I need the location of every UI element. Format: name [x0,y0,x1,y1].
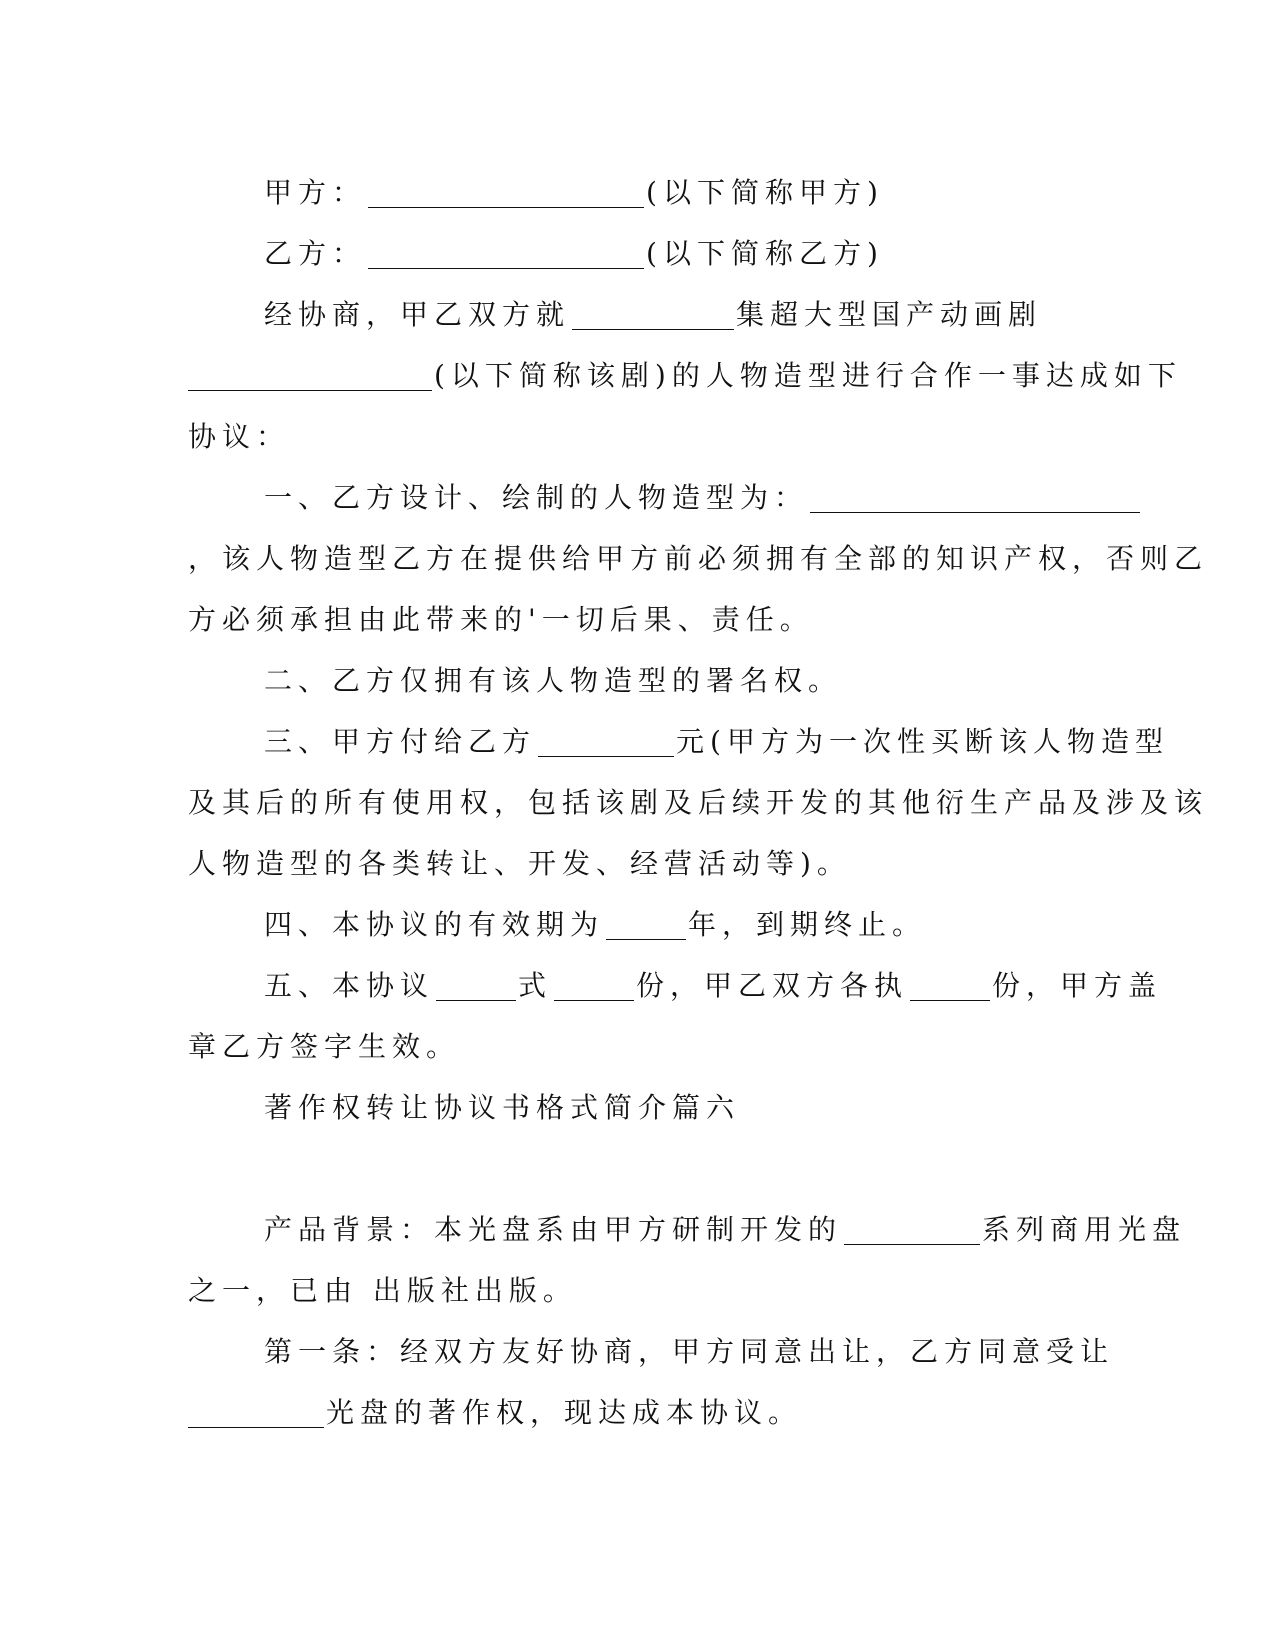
intro-line-1 [188,284,1078,345]
article-1-line-2 [188,1382,1078,1443]
copies-each-blank [910,966,990,1001]
background-line-2: 之一，已由 出版社出版。 [188,1274,577,1307]
party-a-suffix: (以下简称甲方) [646,176,884,209]
clause-1-line-2: ，该人物造型乙方在提供给甲方前必须拥有全部的知识产权，否则乙 [188,542,1209,575]
clause-5-text-c: 份，甲乙双方各执 [636,969,909,1002]
clause-5-text-b: 式 [518,969,553,1002]
party-b-line [188,223,1078,284]
clause-4-text-a: 四、本协议的有效期为 [264,908,605,941]
clause-1-text: 一、乙方设计、绘制的人物造型为： [264,481,809,514]
background-line-1 [188,1199,1187,1260]
years-blank [606,905,686,940]
clause-5-line-1 [188,955,1163,1016]
intro-line-3: 协议： [188,420,291,453]
intro-text-a: 经协商，甲乙双方就 [264,298,571,331]
clause-1-line-1 [188,467,1078,528]
section-title: 著作权转让协议书格式简介篇六 [264,1091,741,1124]
party-b-label: 乙方： [264,237,367,270]
clause-5-text-a: 五、本协议 [264,969,435,1002]
party-b-suffix: (以下简称乙方) [646,237,884,270]
clause-3-text-a: 三、甲方付给乙方 [264,725,537,758]
drama-title-blank [188,356,432,391]
episodes-blank [572,295,734,330]
clause-2-line: 二、乙方仅拥有该人物造型的署名权。 [264,664,843,697]
disc-name-blank [188,1393,324,1428]
copies-form-blank [436,966,516,1001]
intro-text-b: 集超大型国产动画剧 [736,298,1043,331]
clause-1-line-3: 方必须承担由此带来的'一切后果、责任。 [188,603,814,636]
party-a-blank [368,173,644,208]
series-blank [844,1210,980,1245]
amount-blank [538,722,674,757]
clause-3-text-b: 元(甲方为一次性买断该人物造型 [676,725,1169,758]
document-body [188,162,1209,1443]
party-a-label: 甲方： [264,176,367,209]
article-1-text: 光盘的著作权，现达成本协议。 [326,1396,803,1429]
article-1-line-1: 第一条：经双方友好协商，甲方同意出让，乙方同意受让 [264,1335,1115,1368]
section-spacer [188,1138,1078,1199]
clause-5-line-2: 章乙方签字生效。 [188,1030,461,1063]
background-text-b: 系列商用光盘 [982,1213,1187,1246]
clause-3-line-1 [188,711,1169,772]
clause-3-line-3: 人物造型的各类转让、开发、经营活动等)。 [188,847,851,880]
copies-total-blank [554,966,634,1001]
party-b-blank [368,234,644,269]
intro-text-c: (以下简称该剧)的人物造型进行合作一事达成如下 [434,359,1182,392]
background-text-a: 产品背景：本光盘系由甲方研制开发的 [264,1213,843,1246]
clause-4-text-b: 年，到期终止。 [688,908,927,941]
clause-5-text-d: 份，甲方盖 [992,969,1163,1002]
intro-line-2 [188,345,1182,406]
character-blank [810,478,1140,513]
party-a-line [188,162,1078,223]
clause-3-line-2: 及其后的所有使用权，包括该剧及后续开发的其他衍生产品及涉及该 [188,786,1209,819]
clause-4-line [188,894,1078,955]
